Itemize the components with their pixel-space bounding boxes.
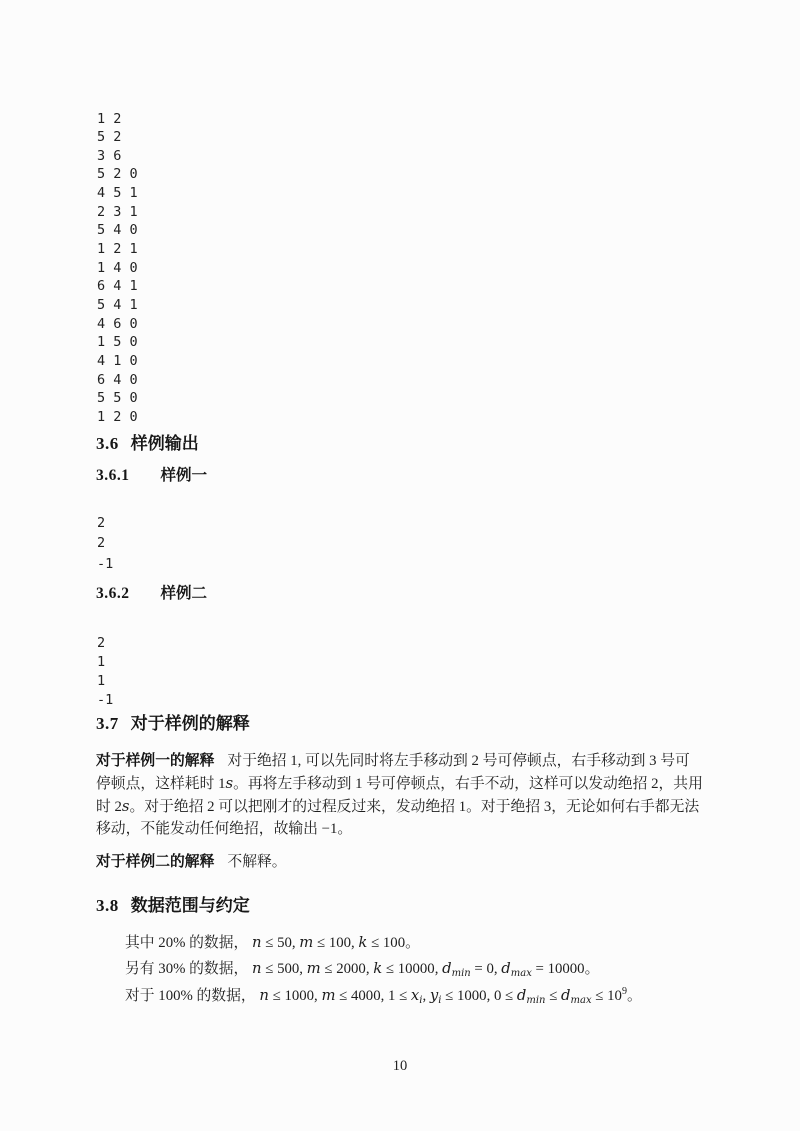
paragraph-line: [96, 852, 736, 874]
section-title: 样例输出: [130, 434, 199, 453]
page-number: 10: [392, 1058, 408, 1074]
explanation-two-label: 对于样例二的解释: [96, 854, 215, 870]
paragraph-line: 移动，不能发动任何绝招，故输出 −1。: [96, 820, 353, 837]
section-title: 数据范围与约定: [130, 896, 250, 915]
data-range-line-100: 对于 100% 的数据， n ≤ 1000, m ≤ 4000, $1 \le x_i$, $y_i \le 1000$, $0 \le d_{min} \le d_{max} \le 10^9$。: [125, 985, 642, 1006]
paragraph-line: 时 2s。对于绝招 2 可以把刚才的过程反过来，发动绝招 1。对于绝招 3，无论如何右手都无法: [96, 797, 700, 815]
explanation-one-label: 对于样例一的解释: [96, 753, 215, 769]
data-range-line-20: 其中 20% 的数据， n ≤ 50, m ≤ 100, k ≤ 100。: [125, 934, 420, 951]
explanation-sample-two-paragraph: [96, 852, 736, 874]
sample-input-code-block: 1 2 5 2 3 6 5 2 0 4 5 1 2 3 1 5 4 0 1 2 1 1 4 0 6 4 1 5 4 1 4 6 0 1 5 0 4 1 0 6 4 0 5 5 0 1 2 0: [97, 110, 138, 425]
sample-one-output-code-block: 2 2 -1: [97, 514, 114, 572]
subsection-title: 样例一: [160, 467, 208, 484]
section-heading-explanation: [96, 713, 250, 735]
section-heading-data-range: [96, 895, 250, 917]
subsection-number: 3.6.1: [96, 467, 130, 484]
paragraph-text: 不解释。: [227, 854, 287, 870]
section-number: 3.8: [96, 896, 119, 915]
sample-two-output-code-block: 2 1 1 -1: [97, 634, 114, 709]
section-title: 对于样例的解释: [130, 714, 250, 733]
subsection-heading-sample-two: [96, 584, 207, 604]
paragraph-text: 对于绝招 1, 可以先同时将左手移动到 2 号可停顿点，右手移动到 3 号可: [227, 753, 690, 769]
explanation-sample-one-paragraph: [96, 751, 736, 841]
section-heading-sample-output: [96, 433, 199, 455]
subsection-heading-sample-one: [96, 466, 207, 486]
paragraph-line: 停顿点，这样耗时 1s。再将左手移动到 1 号可停顿点，右手不动，这样可以发动绝招 2，共用: [96, 774, 703, 792]
paragraph-line: [96, 751, 736, 773]
data-range-line-30: 另有 30% 的数据， n ≤ 500, m ≤ 2000, k ≤ 10000, $d_{min} = 0$, $d_{max} = 10000$。: [125, 960, 600, 980]
section-number: 3.6: [96, 434, 119, 453]
data-range-list: [125, 930, 642, 1009]
subsection-number: 3.6.2: [96, 585, 130, 602]
subsection-title: 样例二: [160, 585, 208, 602]
section-number: 3.7: [96, 714, 119, 733]
